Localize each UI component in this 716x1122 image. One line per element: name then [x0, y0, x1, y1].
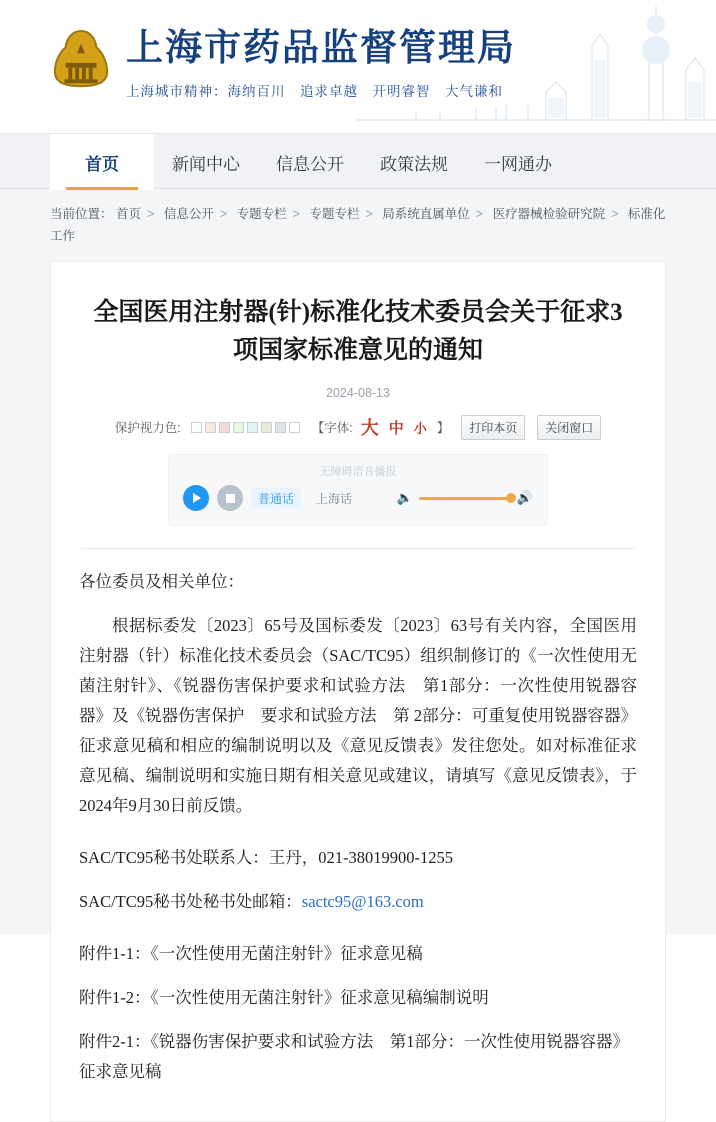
nav-label: 新闻中心	[172, 154, 240, 174]
breadcrumb-separator: >	[365, 207, 373, 221]
breadcrumb-separator: >	[147, 207, 155, 221]
breadcrumb	[0, 189, 716, 257]
nav-label: 政策法规	[380, 154, 448, 174]
fontsize-label: 【字体:	[311, 421, 353, 435]
stop-icon[interactable]	[217, 485, 243, 511]
breadcrumb-item-6[interactable]: 标准化工作	[50, 207, 666, 243]
breadcrumb-item-3[interactable]: 专题专栏	[309, 207, 360, 221]
volume-high-icon: 🔊	[516, 490, 533, 505]
divider	[81, 548, 635, 549]
publish-date: 2024-08-13	[326, 386, 390, 400]
breadcrumb-item-0[interactable]: 首页	[116, 207, 142, 221]
main-nav	[0, 133, 716, 189]
color-swatches	[191, 422, 300, 433]
close-window-button[interactable]: 关闭窗口	[537, 415, 601, 440]
article-toolbar	[79, 414, 637, 440]
play-icon[interactable]	[183, 485, 209, 511]
nav-label: 一网通办	[484, 154, 552, 174]
breadcrumb-separator: >	[292, 207, 300, 221]
mail-label: SAC/TC95秘书处秘书处邮箱：	[79, 892, 302, 911]
audio-player	[168, 454, 548, 526]
nav-label: 首页	[85, 154, 119, 174]
eye-protection-label: 保护视力色:	[114, 421, 181, 435]
player-caption: 无障碍语音播报	[319, 466, 397, 478]
language-shanghainese-button[interactable]: 上海话	[316, 491, 353, 506]
site-slogan: 上海城市精神：海纳百川 追求卓越 开明睿智 大气谦和	[126, 84, 503, 99]
nav-item-onenet[interactable]	[466, 134, 570, 190]
fontsize-suffix: 】	[436, 421, 450, 435]
print-button[interactable]: 打印本页	[461, 415, 525, 440]
breadcrumb-prefix: 当前位置：	[50, 207, 113, 221]
nav-label: 信息公开	[276, 154, 344, 174]
attachment-link-3[interactable]: 附件2-1：《锐器伤害保护要求和试验方法 第1部分：一次性使用锐器容器》征求意见稿	[79, 1032, 629, 1081]
breadcrumb-item-2[interactable]: 专题专栏	[236, 207, 287, 221]
site-header	[0, 0, 716, 133]
nav-item-news[interactable]	[154, 134, 258, 190]
color-swatch-olive[interactable]	[261, 422, 272, 433]
brand-text	[126, 22, 516, 100]
breadcrumb-separator: >	[475, 207, 484, 221]
nav-item-home[interactable]	[50, 134, 154, 190]
body-paragraph: 根据标委发〔2023〕65号及国标委发〔2023〕63号有关内容，全国医用注射器（针）标准化技术委员会（SAC/TC95）组织制修订的《一次性使用无菌注射针》、《锐器伤害保护要求和试验方法 第1部分：一次性使用锐器容器》及《锐器伤害保护 要求和试验方法 第 2部分：可重复使用锐器容器》征求意见稿和相应的编制说明以及《意见反馈表》发往您处。如对标准征求意见稿、编制说明和实施日期有相关意见或建议，请填写《意见反馈表》，于2024年9月30日前反馈。	[79, 616, 637, 815]
language-mandarin-button[interactable]: 普通话	[251, 488, 301, 509]
breadcrumb-separator: >	[611, 207, 619, 221]
attachment-link-2[interactable]: 附件1-2：《一次性使用无菌注射针》征求意见稿编制说明	[79, 988, 489, 1007]
header-brand	[50, 22, 516, 100]
volume-knob[interactable]	[506, 493, 516, 503]
attachment-link-1[interactable]: 附件1-1：《一次性使用无菌注射针》征求意见稿	[79, 944, 423, 963]
mail-line	[79, 887, 637, 917]
salutation: 各位委员及相关单位：	[79, 572, 244, 591]
article-body	[79, 567, 637, 1087]
nav-item-policy[interactable]	[362, 134, 466, 190]
page-title: 全国医用注射器(针)标准化技术委员会关于征求3项国家标准意见的通知	[93, 299, 623, 364]
breadcrumb-separator: >	[219, 207, 228, 221]
article-card	[50, 261, 666, 1122]
contact-line: SAC/TC95秘书处联系人：王丹，021-38019900-1255	[79, 848, 454, 867]
color-swatch-green[interactable]	[233, 422, 244, 433]
color-swatch-cyan[interactable]	[247, 422, 258, 433]
fontsize-medium-button[interactable]: 中	[388, 419, 404, 437]
fontsize-large-button[interactable]: 大	[360, 418, 379, 438]
emblem-icon	[50, 28, 112, 90]
breadcrumb-item-5[interactable]: 医疗器械检验研究院	[492, 207, 606, 221]
color-swatch-white[interactable]	[191, 422, 202, 433]
site-title: 上海市药品监督管理局	[126, 28, 516, 69]
volume-low-icon: 🔈	[396, 490, 413, 505]
color-swatch-peach[interactable]	[205, 422, 216, 433]
email-link[interactable]: sactc95@163.com	[301, 892, 424, 911]
breadcrumb-item-1[interactable]: 信息公开	[163, 207, 214, 221]
volume-slider[interactable]	[419, 497, 511, 500]
nav-item-disclosure[interactable]	[258, 134, 362, 190]
color-swatch-gray[interactable]	[275, 422, 286, 433]
color-swatch-white-2[interactable]	[289, 422, 300, 433]
breadcrumb-item-4[interactable]: 局系统直属单位	[382, 207, 470, 221]
color-swatch-pink[interactable]	[219, 422, 230, 433]
volume-control[interactable]	[397, 490, 533, 506]
fontsize-small-button[interactable]: 小	[413, 420, 427, 436]
